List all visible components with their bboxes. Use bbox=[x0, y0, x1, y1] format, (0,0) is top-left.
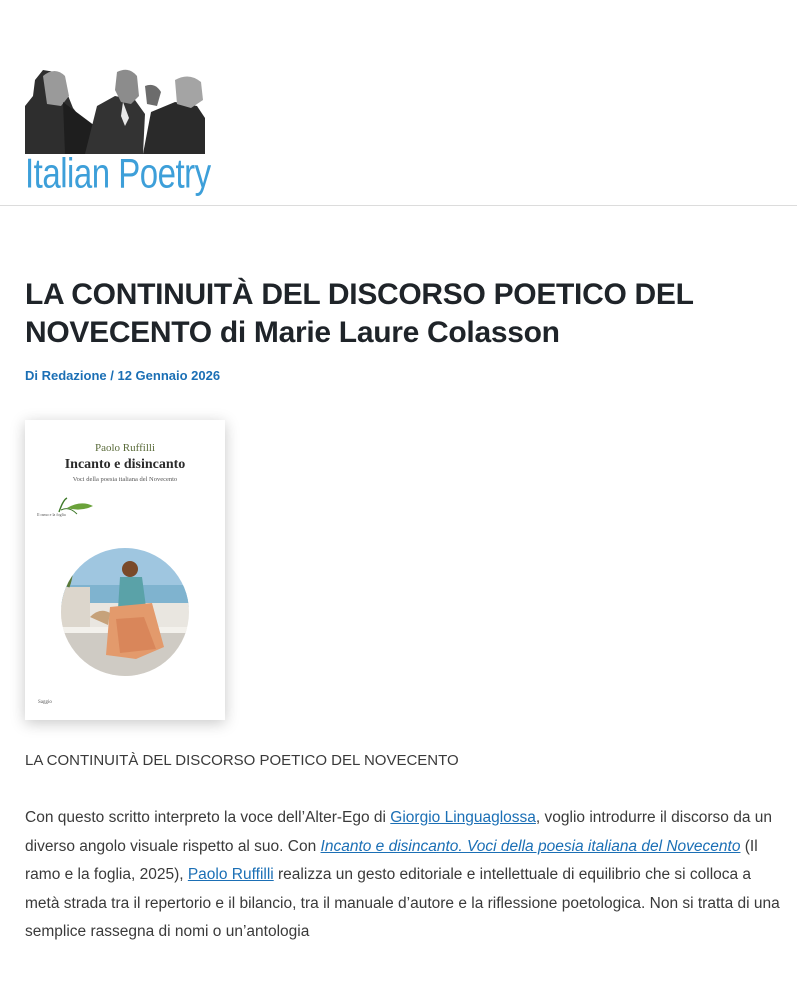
paragraph-text-2: , voglio introdurre il discorso da un diverso angolo visuale rispetto al suo. Con bbox=[25, 809, 772, 855]
book-cover-painting bbox=[60, 547, 190, 677]
book-cover-author: Paolo Ruffilli bbox=[95, 442, 155, 454]
book-cover-title: Incanto e disincanto bbox=[64, 457, 186, 472]
book-cover-subtitle: Voci della poesia italiana del Novecento bbox=[72, 476, 178, 483]
book-cover-image bbox=[25, 420, 225, 720]
paragraph-text-3: (Il ramo e la foglia, 2025), bbox=[25, 837, 758, 883]
logo-text: Italian Poetry bbox=[25, 150, 211, 197]
link-paolo-ruffilli[interactable]: Paolo Ruffilli bbox=[187, 866, 274, 883]
meta-prefix: Di bbox=[25, 368, 42, 383]
article-paragraph bbox=[25, 804, 787, 947]
paragraph-text-4: realizza un gesto editoriale e intellettuale di equilibrio che si colloca a metà strada tra il repertorio e il bilancio, tra il manuale d’autore e la riflessione poetologica. Non si tratta di una semplice rassegna di nomi o un’antologia bbox=[25, 866, 780, 940]
book-cover-publisher: Il ramo e la foglia bbox=[37, 512, 66, 517]
article-title: LA CONTINUITÀ DEL DISCORSO POETICO DEL NOVECENTO di Marie Laure Colasson bbox=[25, 278, 694, 349]
publish-date: 12 Gennaio 2026 bbox=[117, 368, 221, 383]
section-label: LA CONTINUITÀ DEL DISCORSO POETICO DEL NOVECENTO bbox=[25, 752, 459, 769]
article-meta bbox=[25, 368, 220, 383]
publisher-leaf-icon bbox=[37, 496, 97, 522]
author-link[interactable]: Redazione bbox=[41, 368, 107, 383]
paragraph-text-1: Con questo scritto interpreto la voce dell’Alter-Ego di bbox=[25, 809, 391, 826]
meta-separator: / bbox=[106, 368, 118, 383]
site-logo[interactable] bbox=[25, 66, 211, 197]
site-header bbox=[0, 0, 797, 206]
link-giorgio-linguaglossa[interactable]: Giorgio Linguaglossa bbox=[390, 809, 536, 826]
book-cover-series: Saggio bbox=[38, 700, 52, 705]
link-book-title[interactable]: Incanto e disincanto. Voci della poesia italiana del Novecento bbox=[320, 837, 741, 855]
